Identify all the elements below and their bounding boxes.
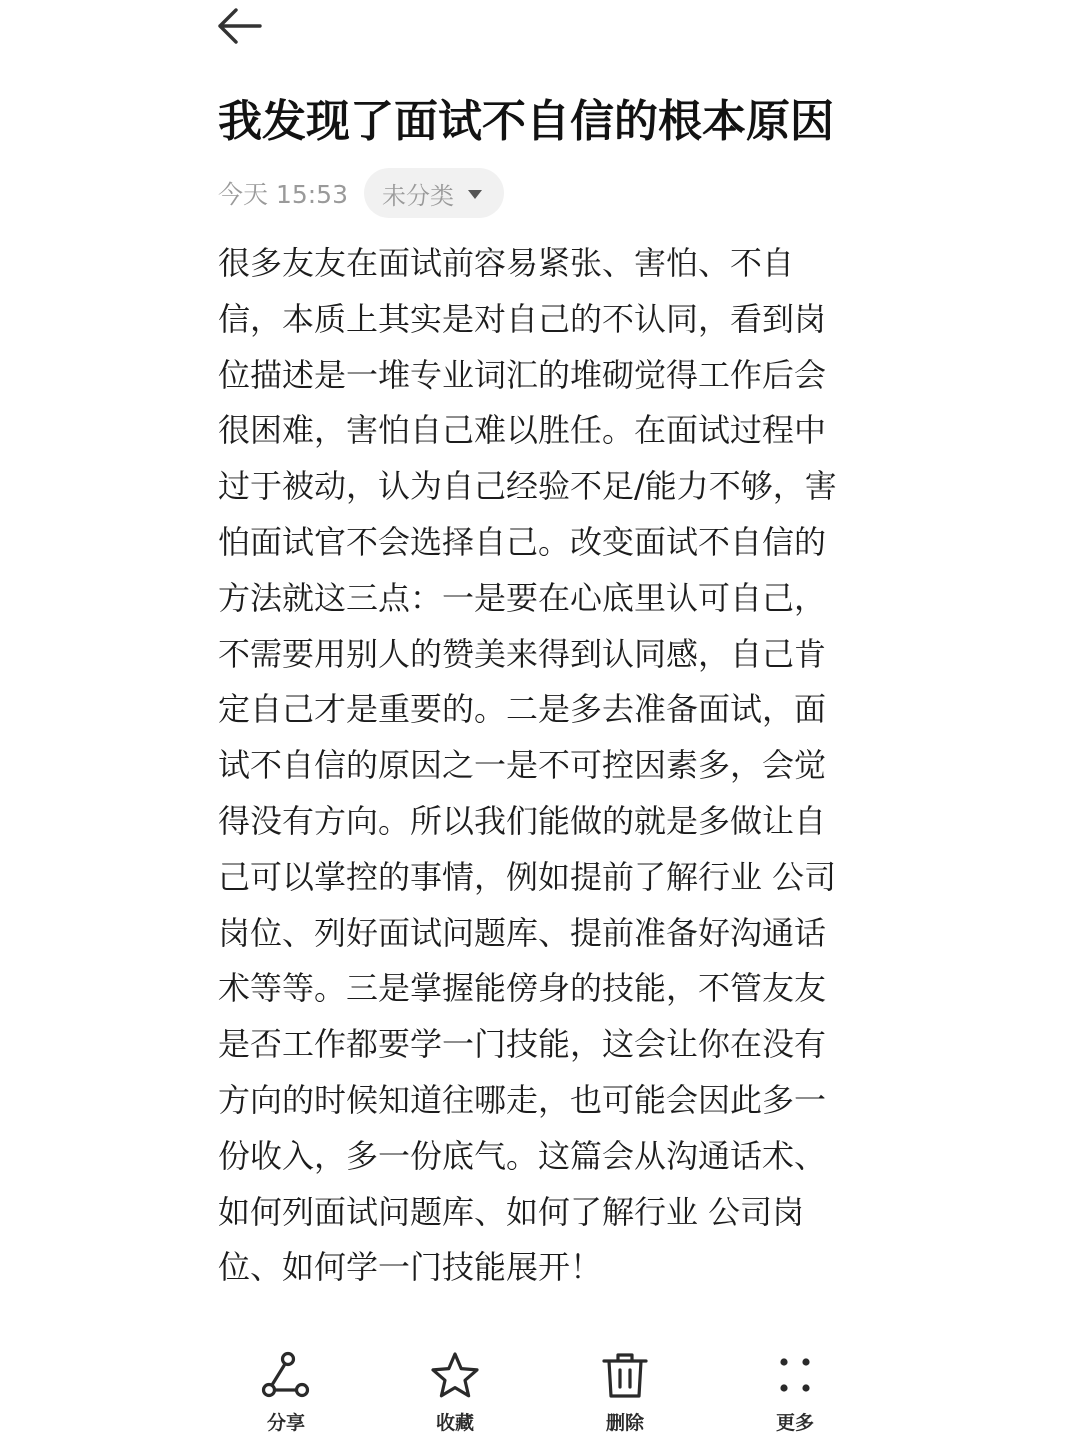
note-body-line: 定自己才是重要的。二是多去准备面试，面 [218,690,827,729]
note-body-line: 份收入，多一份底气。这篇会从沟通话术、 [218,1136,827,1175]
share-label: 分享 [266,1412,305,1434]
trash-icon [599,1350,651,1402]
note-body-line: 很多友友在面试前容易紧张、害怕、不自 [218,244,795,282]
note-body-line: 岗位、列好面试问题库、提前准备好沟通话 [218,913,827,952]
caret-down-icon [468,190,482,199]
more-button[interactable] [735,1350,855,1440]
more-label: 更多 [775,1412,814,1434]
note-body[interactable] [218,236,868,1296]
bottom-toolbar [0,1350,1080,1440]
favorite-label: 收藏 [435,1412,474,1434]
note-body-line: 试不自信的原因之一是不可控因素多，会觉 [218,746,827,785]
note-body-line: 怕面试官不会选择自己。改变面试不自信的 [218,522,827,561]
note-timestamp: 今天 15:53 [218,180,348,209]
arrow-left-icon [214,6,262,50]
note-body-line: 己可以掌控的事情，例如提前了解行业 公司 [218,857,837,896]
note-meta [218,168,504,218]
share-icon [260,1350,312,1402]
more-dots-icon [769,1350,821,1402]
delete-button[interactable] [565,1350,685,1440]
note-body-line: 是否工作都要学一门技能，这会让你在没有 [218,1025,827,1064]
note-body-line: 位描述是一堆专业词汇的堆砌觉得工作后会 [218,355,827,394]
star-icon [429,1350,481,1402]
back-button[interactable] [214,6,274,50]
note-body-line: 如何列面试问题库、如何了解行业 公司岗 [218,1192,805,1231]
note-title: 我发现了面试不自信的根本原因 [218,96,834,147]
note-body-line: 很困难，害怕自己难以胜任。在面试过程中 [218,411,827,450]
favorite-button[interactable] [395,1350,515,1440]
note-body-line: 不需要用别人的赞美来得到认同感，自己肯 [218,634,827,673]
note-body-line: 得没有方向。所以我们能做的就是多做让自 [218,801,827,840]
share-button[interactable] [226,1350,346,1440]
note-body-line: 信，本质上其实是对自己的不认同，看到岗 [218,299,827,338]
category-selector[interactable] [364,168,504,218]
note-body-line: 过于被动，认为自己经验不足/能力不够，害 [218,467,837,506]
note-body-line: 术等等。三是掌握能傍身的技能，不管友友 [218,969,827,1008]
note-body-line: 位、如何学一门技能展开！ [218,1248,603,1287]
category-label: 未分类 [382,181,454,210]
note-body-line: 方法就这三点：一是要在心底里认可自己， [218,578,827,617]
note-body-line: 方向的时候知道往哪走，也可能会因此多一 [218,1080,827,1119]
delete-label: 删除 [605,1412,644,1434]
